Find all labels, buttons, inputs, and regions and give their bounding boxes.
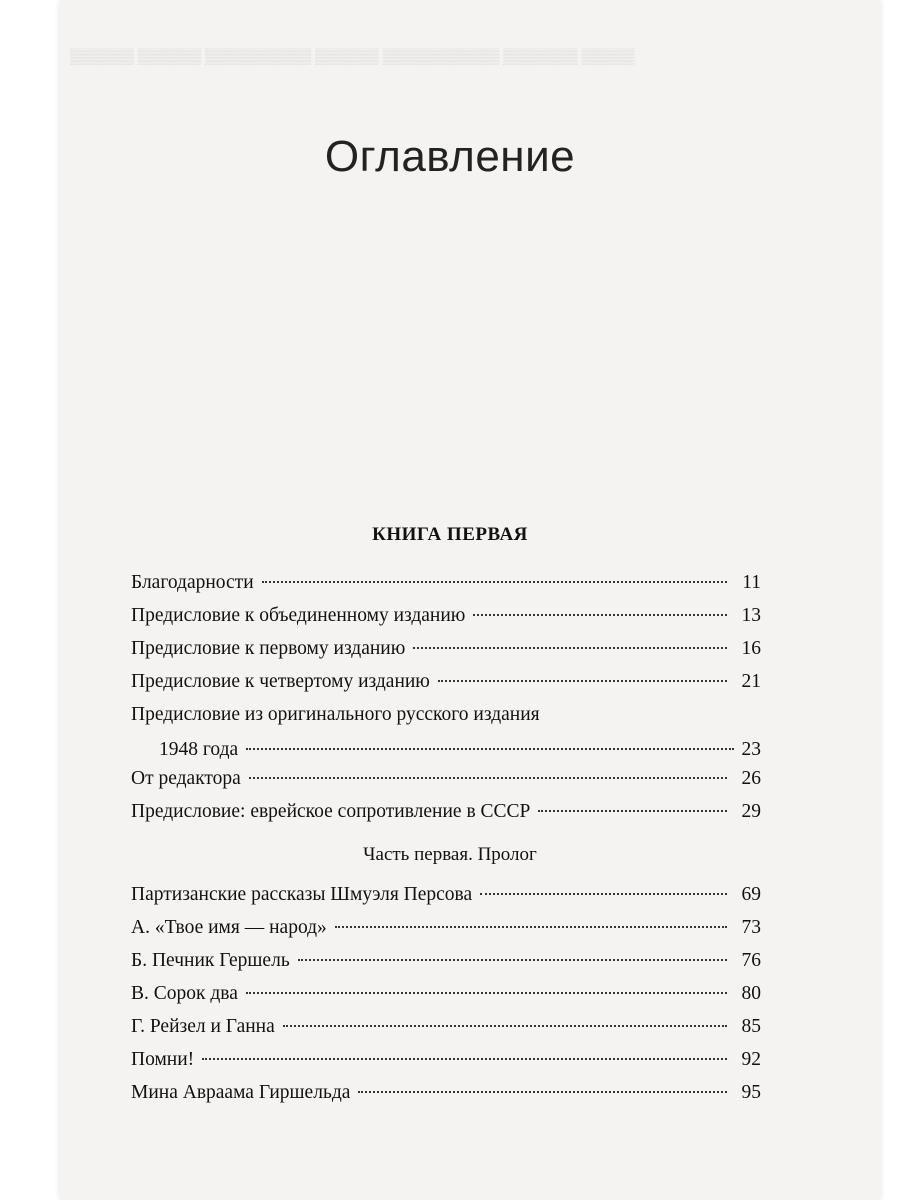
toc-entry-page: 95 <box>741 1082 761 1103</box>
dot-leader <box>283 1025 727 1027</box>
toc-entry[interactable] <box>131 799 761 825</box>
toc-entry[interactable] <box>131 981 761 1007</box>
dot-leader <box>358 1091 727 1093</box>
dot-leader <box>413 647 727 649</box>
toc-entry-label: Предисловие: еврейское сопротивление в СССР <box>131 801 531 822</box>
toc-entry[interactable] <box>131 669 761 695</box>
toc-entry-page: 69 <box>741 884 761 905</box>
toc-entry-page: 26 <box>741 768 761 789</box>
toc-entry-label: Г. Рейзел и Ганна <box>131 1016 275 1037</box>
toc-entry-label: В. Сорок два <box>131 983 238 1004</box>
part-heading: Часть первая. Пролог <box>363 844 537 865</box>
book-heading: КНИГА ПЕРВАЯ <box>372 524 528 545</box>
toc-entry-label: Партизанские рассказы Шмуэля Персова <box>131 884 473 905</box>
toc-entry-label: Мина Авраама Гиршельда <box>131 1082 351 1103</box>
toc-entry[interactable] <box>131 1080 761 1106</box>
dot-leader <box>246 992 727 994</box>
toc-entry-label: Предисловие к объединенному изданию <box>131 605 466 626</box>
toc-entry-label: Б. Печник Гершель <box>131 950 290 971</box>
toc-entry-label: Помни! <box>131 1049 195 1070</box>
toc-entry[interactable] <box>131 948 761 974</box>
toc-entry-page: 29 <box>741 801 761 822</box>
toc-entry-page: 73 <box>741 917 761 938</box>
toc-entry-page: 11 <box>742 572 761 593</box>
toc-entry[interactable] <box>131 603 761 629</box>
dot-leader <box>538 810 727 812</box>
toc-entry-page: 80 <box>741 983 761 1004</box>
dot-leader <box>262 581 727 583</box>
dot-leader <box>438 680 727 682</box>
dot-leader <box>480 893 727 895</box>
toc-entry-label: От редактора <box>131 768 241 789</box>
toc-entry[interactable] <box>131 1014 761 1040</box>
toc-entry-page: 76 <box>741 950 761 971</box>
toc-entry-page: 23 <box>741 739 761 760</box>
dot-leader <box>202 1058 727 1060</box>
toc-entry-label: Предисловие к четвертому изданию <box>131 671 430 692</box>
dot-leader <box>246 748 733 750</box>
toc-entry-page: 21 <box>741 671 761 692</box>
toc-entry[interactable] <box>131 702 761 763</box>
toc-entry-label: Предисловие из оригинального русского издания <box>131 704 540 725</box>
dot-leader <box>335 926 727 928</box>
toc-entry[interactable] <box>131 1047 761 1073</box>
toc-entry[interactable] <box>131 766 761 792</box>
toc-entry[interactable] <box>131 915 761 941</box>
dot-leader <box>298 959 727 961</box>
toc-entry-label: А. «Твое имя — народ» <box>131 917 327 938</box>
toc-entry-page: 13 <box>741 605 761 626</box>
toc-entry[interactable] <box>131 636 761 662</box>
toc-entry-page: 85 <box>741 1016 761 1037</box>
toc-entry[interactable] <box>131 882 761 908</box>
page-title: Оглавление <box>324 132 576 181</box>
dot-leader <box>473 614 727 616</box>
toc-entry-label: Благодарности <box>131 572 254 593</box>
toc-entry[interactable] <box>131 570 761 596</box>
toc-entry-label-continued: 1948 года <box>159 739 239 760</box>
dot-leader <box>249 777 727 779</box>
toc-entry-page: 16 <box>741 638 761 659</box>
toc-entry-page: 92 <box>741 1049 761 1070</box>
toc-entry-label: Предисловие к первому изданию <box>131 638 406 659</box>
